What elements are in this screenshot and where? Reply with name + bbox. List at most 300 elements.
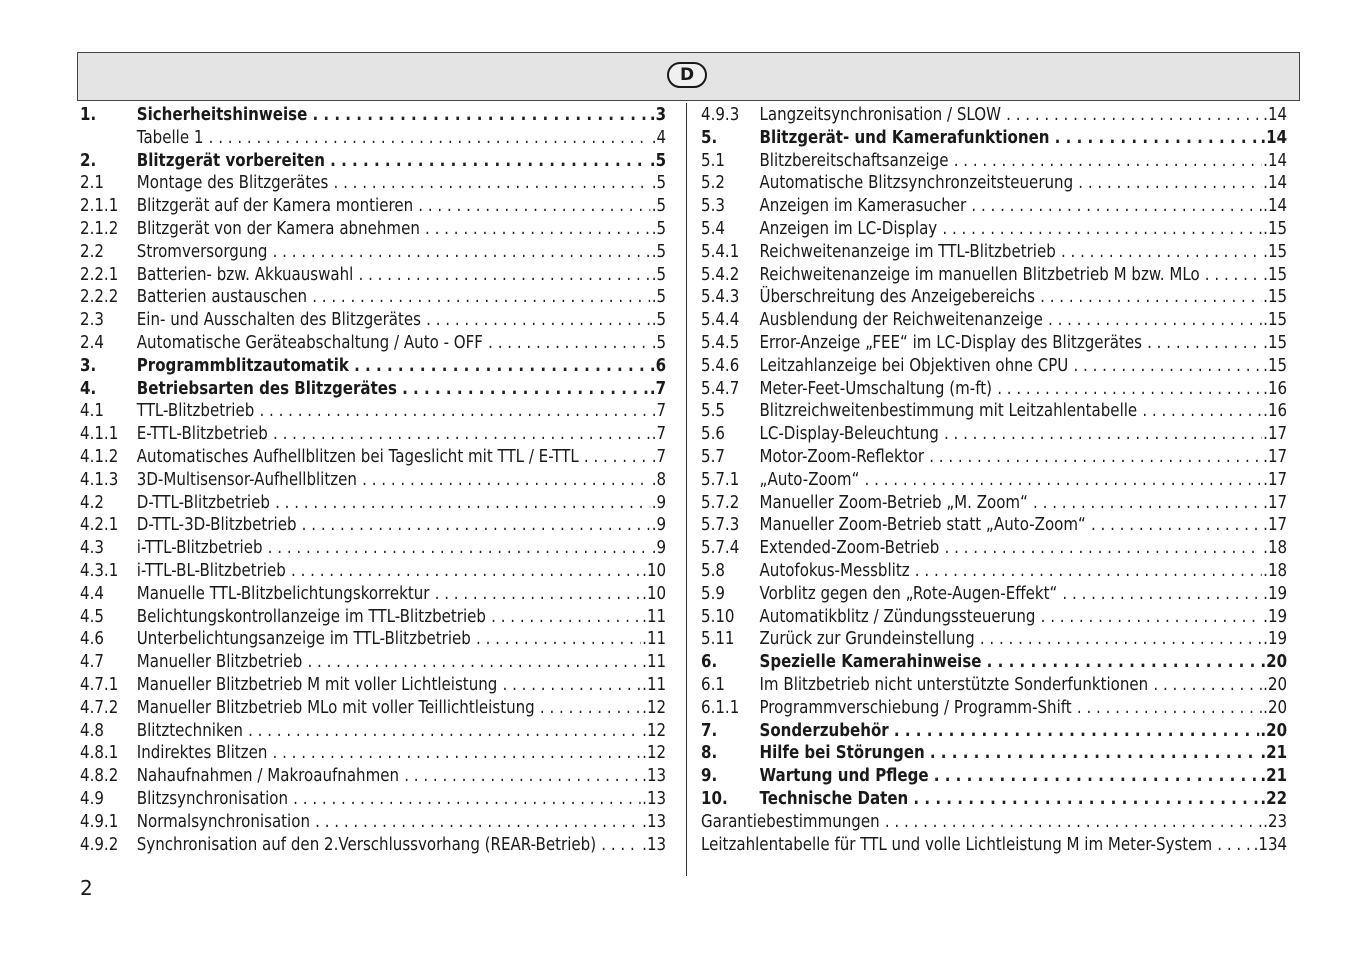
toc-entry-title: Normalsynchronisation	[136, 811, 310, 832]
toc-entry[interactable]	[701, 127, 1287, 150]
toc-entry-number: 4.8	[80, 720, 104, 741]
toc-entry-number: 5.	[701, 127, 718, 148]
toc-entry-number: 5.5	[701, 401, 725, 422]
toc-entry[interactable]	[701, 628, 1287, 651]
toc-entry-title: Leitzahlentabelle für TTL und volle Lichtleistung M im Meter-System	[701, 834, 1213, 855]
toc-entry-title: Reichweitenanzeige im TTL-Blitzbetrieb	[759, 241, 1056, 262]
toc-entry-number: 4.5	[80, 606, 104, 627]
toc-leader-dots	[435, 583, 641, 606]
toc-entry-title: Programmverschiebung / Programm-Shift	[759, 697, 1072, 718]
toc-left-column	[80, 104, 666, 856]
toc-entry-title: Automatische Geräteabschaltung / Auto - OFF	[136, 332, 483, 353]
toc-entry[interactable]	[701, 400, 1287, 423]
toc-entry-title: Nahaufnahmen / Makroaufnahmen	[136, 766, 400, 787]
toc-leader-dots	[1061, 241, 1261, 264]
toc-entry-title: D-TTL-3D-Blitzbetrieb	[136, 515, 297, 536]
toc-leader-dots	[930, 742, 1259, 765]
toc-entry-number: 4.9.2	[80, 834, 119, 855]
toc-leader-dots	[971, 195, 1261, 218]
toc-entry-number: 4.3	[80, 538, 104, 559]
toc-entry-page: .20	[1260, 720, 1288, 741]
toc-leader-dots	[1040, 286, 1261, 309]
toc-entry-number: 5.4.1	[701, 241, 740, 262]
toc-entry-title: Meter-Feet-Umschaltung (m-ft)	[759, 378, 993, 399]
toc-entry[interactable]	[701, 309, 1287, 332]
toc-entry-page: .18	[1263, 538, 1288, 559]
toc-entry[interactable]	[701, 378, 1287, 401]
toc-entry-page: .21	[1260, 766, 1288, 787]
toc-leader-dots	[330, 150, 648, 173]
toc-entry[interactable]	[701, 765, 1287, 788]
toc-entry-number: 5.6	[701, 424, 725, 445]
toc-entry-title: Hilfe bei Störungen	[759, 743, 925, 764]
toc-entry-title: LC-Display-Beleuchtung	[759, 424, 939, 445]
toc-entry-page: .13	[642, 811, 667, 832]
toc-entry-number: 5.4.5	[701, 332, 740, 353]
toc-entry-number: 4.6	[80, 629, 104, 650]
toc-entry-title: Sonderzubehör	[759, 720, 889, 741]
toc-entry-number: 4.2.1	[80, 515, 119, 536]
toc-entry-page: .5	[651, 241, 667, 262]
toc-entry[interactable]	[701, 651, 1287, 674]
toc-entry-page: .14	[1263, 196, 1288, 217]
toc-entry[interactable]	[80, 651, 666, 674]
toc-entry-title: Ausblendung der Reichweitenanzeige	[759, 310, 1043, 331]
toc-leader-dots	[425, 218, 650, 241]
toc-entry-title: Indirektes Blitzen	[136, 743, 268, 764]
toc-entry-title: „Auto-Zoom“	[759, 469, 860, 490]
toc-entry-number: 2.2	[80, 241, 104, 262]
toc-entry-title: TTL-Blitzbetrieb	[136, 401, 255, 422]
toc-entry-page: .19	[1263, 606, 1288, 627]
toc-entry[interactable]	[80, 469, 666, 492]
toc-leader-dots	[291, 560, 640, 583]
toc-entry-page: .17	[1263, 469, 1288, 490]
toc-leader-dots	[1142, 400, 1261, 423]
toc-entry-title: Unterbelichtungsanzeige im TTL-Blitzbetrieb	[136, 629, 471, 650]
toc-entry[interactable]	[80, 628, 666, 651]
toc-entry-page: .10	[642, 560, 667, 581]
toc-entry-title: Motor-Zoom-Reflektor	[759, 446, 925, 467]
toc-entry-page: .5	[651, 332, 667, 353]
toc-entry-page: .15	[1263, 287, 1288, 308]
toc-entry-page: .17	[1263, 492, 1288, 513]
toc-entry[interactable]	[80, 355, 666, 378]
toc-entry-number: 4.8.2	[80, 766, 119, 787]
toc-entry-title: Montage des Blitzgerätes	[136, 173, 329, 194]
toc-entry-title: E-TTL-Blitzbetrieb	[136, 424, 268, 445]
toc-entry-number: 2.	[80, 150, 97, 171]
toc-leader-dots	[418, 195, 650, 218]
toc-entry-number: 5.4	[701, 218, 725, 239]
toc-entry[interactable]	[701, 423, 1287, 446]
toc-entry-page: .14	[1260, 127, 1288, 148]
toc-entry-page: .11	[642, 606, 667, 627]
toc-entry[interactable]	[701, 742, 1287, 765]
toc-entry[interactable]	[80, 309, 666, 332]
toc-entry-page: .7	[651, 401, 667, 422]
toc-entry[interactable]	[701, 172, 1287, 195]
toc-entry-title: Langzeitsynchronisation / SLOW	[759, 105, 1001, 125]
toc-leader-dots	[354, 355, 648, 378]
toc-entry-page: .13	[642, 834, 667, 855]
toc-leader-dots	[362, 469, 650, 492]
toc-entry-page: .17	[1263, 515, 1288, 536]
toc-entry[interactable]	[80, 811, 666, 834]
toc-entry-page: .19	[1263, 583, 1288, 604]
toc-entry-page: .18	[1263, 560, 1288, 581]
toc-entry[interactable]	[701, 583, 1287, 606]
toc-leader-dots	[980, 628, 1262, 651]
toc-entry-number: 5.1	[701, 150, 725, 171]
toc-entry-title: Blitzgerät von der Kamera abnehmen	[136, 218, 420, 239]
page-number: 2	[80, 876, 93, 900]
toc-entry-page: .8	[651, 469, 667, 490]
toc-entry-page: .19	[1263, 629, 1288, 650]
toc-entry-number: 7.	[701, 720, 718, 741]
toc-entry[interactable]	[80, 446, 666, 469]
toc-entry-number: 2.4	[80, 332, 104, 353]
toc-entry[interactable]	[80, 264, 666, 287]
toc-entry-number: 2.3	[80, 310, 104, 331]
toc-leader-dots	[944, 423, 1261, 446]
toc-entry-number: 4.2	[80, 492, 104, 513]
toc-entry-number: 4.7.2	[80, 697, 119, 718]
toc-entry-title: Automatikblitz / Zündungssteuerung	[759, 606, 1036, 627]
toc-entry-page: .14	[1263, 150, 1288, 171]
toc-entry[interactable]	[80, 834, 666, 857]
toc-leader-dots	[1077, 697, 1262, 720]
toc-entry-number: 4.1.3	[80, 469, 119, 490]
toc-entry[interactable]	[80, 560, 666, 583]
toc-leader-dots	[312, 104, 648, 127]
toc-entry-number: 6.1	[701, 674, 725, 695]
toc-entry-number: 4.9.3	[701, 105, 740, 125]
toc-entry[interactable]	[701, 514, 1287, 537]
toc-entry-page: .20	[1263, 674, 1288, 695]
toc-entry-number: 5.7.2	[701, 492, 740, 513]
toc-entry-page: .134	[1253, 834, 1288, 855]
toc-leader-dots	[894, 720, 1259, 743]
toc-entry[interactable]	[701, 720, 1287, 743]
toc-leader-dots	[359, 264, 650, 287]
toc-entry-title: Zurück zur Grundeinstellung	[759, 629, 975, 650]
toc-entry-number: 5.10	[701, 606, 735, 627]
toc-entry-number: 5.4.3	[701, 287, 740, 308]
toc-entry-number: 5.7.1	[701, 469, 740, 490]
toc-leader-dots	[273, 241, 650, 264]
toc-leader-dots	[1147, 332, 1261, 355]
toc-entry-page: .15	[1263, 218, 1288, 239]
toc-entry-page: .10	[642, 583, 667, 604]
toc-entry-title: Im Blitzbetrieb nicht unterstützte Sonderfunktionen	[759, 674, 1149, 695]
toc-leader-dots	[209, 127, 650, 150]
toc-entry-title: Sicherheitshinweise	[136, 105, 308, 125]
toc-entry-page: .11	[642, 674, 667, 695]
toc-entry-number: 4.9.1	[80, 811, 119, 832]
toc-entry-page: .5	[651, 264, 667, 285]
toc-entry-title: Belichtungskontrollanzeige im TTL-Blitzbetrieb	[136, 606, 487, 627]
toc-entry-title: Manueller Blitzbetrieb MLo mit voller Teillichtleistung	[136, 697, 535, 718]
toc-entry-title: Manueller Zoom-Betrieb statt „Auto-Zoom“	[759, 515, 1086, 536]
toc-entry[interactable]	[701, 811, 1287, 834]
toc-entry[interactable]	[701, 218, 1287, 241]
toc-leader-dots	[1033, 492, 1261, 515]
toc-entry-number: 5.2	[701, 173, 725, 194]
toc-entry-page: .5	[651, 173, 667, 194]
toc-entry[interactable]	[80, 788, 666, 811]
toc-entry[interactable]	[80, 195, 666, 218]
toc-entry-page: .7	[651, 424, 667, 445]
toc-leader-dots	[954, 150, 1262, 173]
toc-leader-dots	[302, 514, 650, 537]
toc-leader-dots	[865, 469, 1262, 492]
toc-leader-dots	[426, 309, 650, 332]
toc-entry-title: Stromversorgung	[136, 241, 268, 262]
toc-entry-page: .3	[649, 105, 667, 125]
toc-entry-title: 3D-Multisensor-Aufhellblitzen	[136, 469, 357, 490]
toc-entry-page: .5	[649, 150, 667, 171]
toc-entry[interactable]	[80, 378, 666, 401]
toc-entry[interactable]	[701, 834, 1287, 857]
toc-leader-dots	[268, 537, 650, 560]
toc-entry-page: .20	[1263, 697, 1288, 718]
toc-entry-number: 2.1	[80, 173, 104, 194]
toc-entry-page: .6	[649, 355, 667, 376]
toc-entry[interactable]	[701, 286, 1287, 309]
toc-entry[interactable]	[80, 241, 666, 264]
toc-entry-title: Autofokus-Messblitz	[759, 560, 910, 581]
toc-entry-title: Anzeigen im LC-Display	[759, 218, 938, 239]
toc-entry-page: .7	[651, 446, 667, 467]
toc-entry-title: Wartung und Pflege	[759, 766, 929, 787]
toc-leader-dots	[476, 628, 640, 651]
toc-entry[interactable]	[80, 400, 666, 423]
toc-leader-dots	[491, 606, 640, 629]
toc-entry[interactable]	[701, 195, 1287, 218]
toc-entry[interactable]	[80, 720, 666, 743]
toc-entry-title: Blitzsynchronisation	[136, 788, 289, 809]
toc-entry-page: .12	[642, 743, 667, 764]
toc-leader-dots	[1078, 172, 1261, 195]
toc-entry-page: .23	[1263, 811, 1288, 832]
toc-leader-dots	[915, 560, 1262, 583]
toc-entry[interactable]	[701, 560, 1287, 583]
toc-entry-title: Blitzreichweitenbestimmung mit Leitzahlentabelle	[759, 401, 1138, 422]
toc-entry-page: .22	[1260, 788, 1288, 809]
toc-entry-page: .16	[1263, 378, 1288, 399]
toc-leader-dots	[307, 651, 640, 674]
toc-entry[interactable]	[701, 150, 1287, 173]
toc-entry-title: D-TTL-Blitzbetrieb	[136, 492, 270, 513]
toc-entry-number: 2.2.2	[80, 287, 119, 308]
toc-entry-page: .14	[1263, 105, 1288, 125]
toc-entry-title: Reichweitenanzeige im manuellen Blitzbetrieb M bzw. MLo	[759, 264, 1200, 285]
toc-leader-dots	[1006, 104, 1261, 127]
toc-leader-dots	[942, 218, 1261, 241]
toc-entry[interactable]	[80, 514, 666, 537]
toc-entry[interactable]	[701, 606, 1287, 629]
toc-leader-dots	[315, 811, 640, 834]
toc-leader-dots	[273, 423, 650, 446]
toc-entry[interactable]	[701, 697, 1287, 720]
toc-leader-dots	[1062, 583, 1261, 606]
toc-entry-page: .9	[651, 515, 667, 536]
toc-entry-page: .15	[1263, 310, 1288, 331]
toc-leader-dots	[248, 720, 640, 743]
toc-entry[interactable]	[80, 104, 666, 127]
toc-leader-dots	[1091, 514, 1261, 537]
toc-entry[interactable]	[701, 332, 1287, 355]
toc-entry-title: Error-Anzeige „FEE“ im LC-Display des Blitzgerätes	[759, 332, 1142, 353]
toc-entry-page: .5	[651, 196, 667, 217]
toc-entry[interactable]	[80, 765, 666, 788]
toc-entry-title: Überschreitung des Anzeigebereichs	[759, 287, 1035, 308]
toc-entry[interactable]	[80, 492, 666, 515]
toc-leader-dots	[945, 537, 1262, 560]
toc-entry-number: 4.3.1	[80, 560, 119, 581]
toc-entry-page: .15	[1263, 355, 1288, 376]
toc-entry-number: 5.3	[701, 196, 725, 217]
toc-entry-number: 4.9	[80, 788, 104, 809]
toc-entry-title: Batterien austauschen	[136, 287, 308, 308]
toc-entry-page: .13	[642, 788, 667, 809]
toc-entry[interactable]	[80, 127, 666, 150]
toc-entry-page: .21	[1260, 743, 1288, 764]
toc-entry-number: 4.7.1	[80, 674, 119, 695]
toc-leader-dots	[987, 651, 1259, 674]
toc-entry-number: 4.8.1	[80, 743, 119, 764]
toc-entry-title: Ein- und Ausschalten des Blitzgerätes	[136, 310, 421, 331]
toc-leader-dots	[934, 765, 1259, 788]
toc-entry[interactable]	[80, 150, 666, 173]
toc-entry-number: 6.	[701, 652, 718, 673]
toc-entry[interactable]	[701, 788, 1287, 811]
toc-leader-dots	[540, 697, 641, 720]
toc-leader-dots	[404, 765, 640, 788]
toc-entry-number: 1.	[80, 105, 97, 125]
toc-leader-dots	[488, 332, 650, 355]
toc-entry-number: 4.7	[80, 652, 104, 673]
toc-entry-page: .9	[651, 492, 667, 513]
toc-entry-number: 5.4.4	[701, 310, 740, 331]
toc-leader-dots	[997, 378, 1261, 401]
toc-leader-dots	[275, 492, 650, 515]
toc-entry[interactable]	[80, 537, 666, 560]
toc-leader-dots	[1205, 264, 1262, 287]
toc-entry[interactable]	[701, 537, 1287, 560]
toc-entry[interactable]	[80, 697, 666, 720]
toc-entry-title: Spezielle Kamerahinweise	[759, 652, 982, 673]
toc-entry-page: .12	[642, 697, 667, 718]
toc-entry-title: Technische Daten	[759, 788, 909, 809]
toc-entry[interactable]	[80, 218, 666, 241]
toc-entry-number: 5.7	[701, 446, 725, 467]
toc-leader-dots	[913, 788, 1258, 811]
toc-entry-title: Betriebsarten des Blitzgerätes	[136, 378, 397, 399]
toc-entry-title: Automatische Blitzsynchronzeitsteuerung	[759, 173, 1074, 194]
toc-entry-number: 4.1.2	[80, 446, 119, 467]
toc-entry-page: .12	[642, 720, 667, 741]
toc-entry-title: Manuelle TTL-Blitzbelichtungskorrektur	[136, 583, 430, 604]
toc-entry-number: 5.9	[701, 583, 725, 604]
toc-leader-dots	[503, 674, 641, 697]
toc-entry[interactable]	[701, 241, 1287, 264]
toc-entry-number: 2.2.1	[80, 264, 119, 285]
toc-entry-number: 2.1.2	[80, 218, 119, 239]
toc-entry-page: .13	[642, 766, 667, 787]
toc-leader-dots	[1073, 355, 1261, 378]
toc-entry[interactable]	[80, 332, 666, 355]
toc-entry-title: Vorblitz gegen den „Rote-Augen-Effekt“	[759, 583, 1058, 604]
toc-leader-dots	[312, 286, 650, 309]
toc-entry-title: Manueller Blitzbetrieb M mit voller Lichtleistung	[136, 674, 498, 695]
toc-entry-page: .17	[1263, 424, 1288, 445]
toc-entry-number: 9.	[701, 766, 718, 787]
toc-entry-title: Synchronisation auf den 2.Verschlussvorhang (REAR-Betrieb)	[136, 834, 597, 855]
toc-entry-title: Batterien- bzw. Akkuauswahl	[136, 264, 354, 285]
toc-entry-title: Anzeigen im Kamerasucher	[759, 196, 967, 217]
toc-leader-dots	[402, 378, 648, 401]
toc-entry-page: .9	[651, 538, 667, 559]
toc-entry-title: Manueller Blitzbetrieb	[136, 652, 303, 673]
toc-entry-number: 4.1.1	[80, 424, 119, 445]
toc-entry[interactable]	[701, 355, 1287, 378]
toc-entry-title: Extended-Zoom-Betrieb	[759, 538, 940, 559]
toc-entry[interactable]	[701, 492, 1287, 515]
toc-entry[interactable]	[80, 742, 666, 765]
toc-leader-dots	[1048, 309, 1261, 332]
toc-entry[interactable]	[80, 172, 666, 195]
toc-entry[interactable]	[701, 104, 1287, 127]
toc-leader-dots	[601, 834, 640, 857]
toc-leader-dots	[584, 446, 650, 469]
toc-entry-number: 10.	[701, 788, 728, 809]
toc-entry[interactable]	[701, 446, 1287, 469]
column-divider	[686, 103, 687, 876]
toc-entry-number: 5.4.2	[701, 264, 740, 285]
toc-entry[interactable]	[80, 423, 666, 446]
toc-entry-number: 5.4.6	[701, 355, 740, 376]
toc-entry[interactable]	[80, 583, 666, 606]
toc-entry-page: .11	[642, 652, 667, 673]
toc-entry-page: .7	[649, 378, 667, 399]
toc-leader-dots	[1153, 674, 1261, 697]
toc-entry-page: .15	[1263, 264, 1288, 285]
toc-leader-dots	[334, 172, 650, 195]
toc-entry-number: 6.1.1	[701, 697, 740, 718]
toc-entry-page: .5	[651, 218, 667, 239]
toc-leader-dots	[1041, 606, 1262, 629]
toc-right-column	[701, 104, 1287, 856]
toc-leader-dots	[293, 788, 640, 811]
toc-entry-number: 4.	[80, 378, 97, 399]
toc-entry[interactable]	[701, 674, 1287, 697]
toc-entry[interactable]	[80, 606, 666, 629]
toc-entry-page: .14	[1263, 173, 1288, 194]
toc-entry[interactable]	[80, 286, 666, 309]
toc-leader-dots	[1055, 127, 1259, 150]
toc-entry-page: .15	[1263, 241, 1288, 262]
toc-entry[interactable]	[80, 674, 666, 697]
toc-leader-dots	[1217, 834, 1252, 857]
toc-entry-number: 8.	[701, 743, 718, 764]
toc-entry-number: 5.8	[701, 560, 725, 581]
toc-entry[interactable]	[701, 264, 1287, 287]
toc-entry[interactable]	[701, 469, 1287, 492]
toc-entry-title: Leitzahlanzeige bei Objektiven ohne CPU	[759, 355, 1069, 376]
toc-entry-number: 4.1	[80, 401, 104, 422]
